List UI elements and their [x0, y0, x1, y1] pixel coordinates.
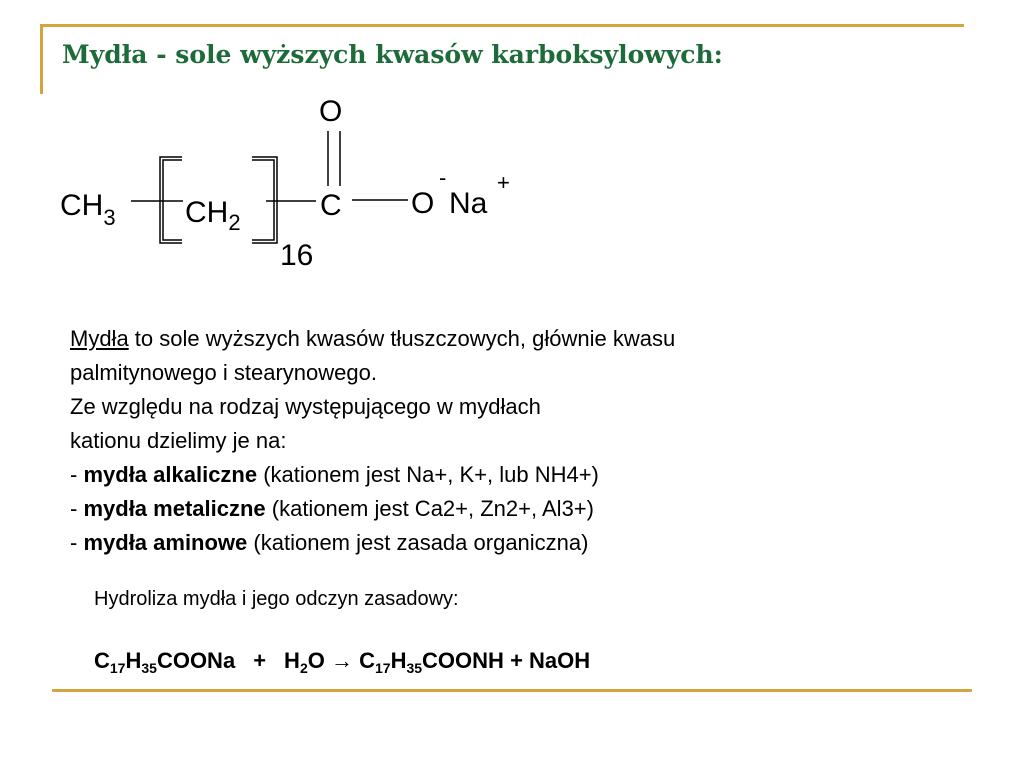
description-line-4: kationu dzielimy je na:	[70, 428, 287, 453]
plus-sign: +	[253, 648, 267, 673]
reactant-soap: $C_{17}H_{35}COONa$	[94, 648, 236, 676]
reaction-arrow: →	[330, 648, 353, 673]
bottom-accent-line	[52, 689, 972, 692]
hydrolysis-equation	[94, 648, 590, 674]
right-bracket-inner	[252, 160, 274, 240]
carboxylate-oxygen: O	[411, 187, 435, 220]
ch3-group: $CH_3$	[60, 189, 116, 230]
left-bracket-inner	[163, 160, 182, 240]
list-item: - mydła alkaliczne (kationem jest Na+, K+, lub NH4+)	[70, 462, 599, 487]
list-item: - mydła metaliczne (kationem jest Ca2+, Zn2+, Al3+)	[70, 496, 594, 521]
description-line-3: Ze względu na rodzaj występującego w mydłach	[70, 394, 541, 419]
description-line-1: Mydła to sole wyższych kwasów tłuszczowych, głównie kwasu	[70, 326, 676, 351]
list-item: - mydła aminowe (kationem jest zasada organiczna)	[70, 530, 589, 555]
structural-formula	[0, 0, 1024, 300]
description-line-2: palmitynowego i stearynowego.	[70, 360, 377, 385]
soap-description	[70, 322, 675, 560]
repeat-count: 16	[280, 239, 314, 272]
sodium-atom: Na	[449, 187, 488, 220]
reactant-water: $H_2O$	[284, 648, 325, 676]
carbonyl-oxygen: O	[319, 95, 343, 128]
slide-title: Mydła - sole wyższych kwasów karboksylowych:	[62, 40, 723, 69]
oxygen-charge: -	[439, 165, 447, 190]
term-soaps: Mydła	[70, 326, 129, 351]
carbonyl-carbon: C	[320, 189, 342, 222]
hydrolysis-label: Hydroliza mydła i jego odczyn zasadowy:	[94, 588, 459, 610]
product-acid: $C_{17}H_{35}COONH$	[359, 648, 504, 676]
product-naoh: + NaOH	[510, 648, 591, 673]
sodium-charge: +	[497, 170, 510, 195]
ch2-group: $CH_2$	[185, 196, 241, 235]
